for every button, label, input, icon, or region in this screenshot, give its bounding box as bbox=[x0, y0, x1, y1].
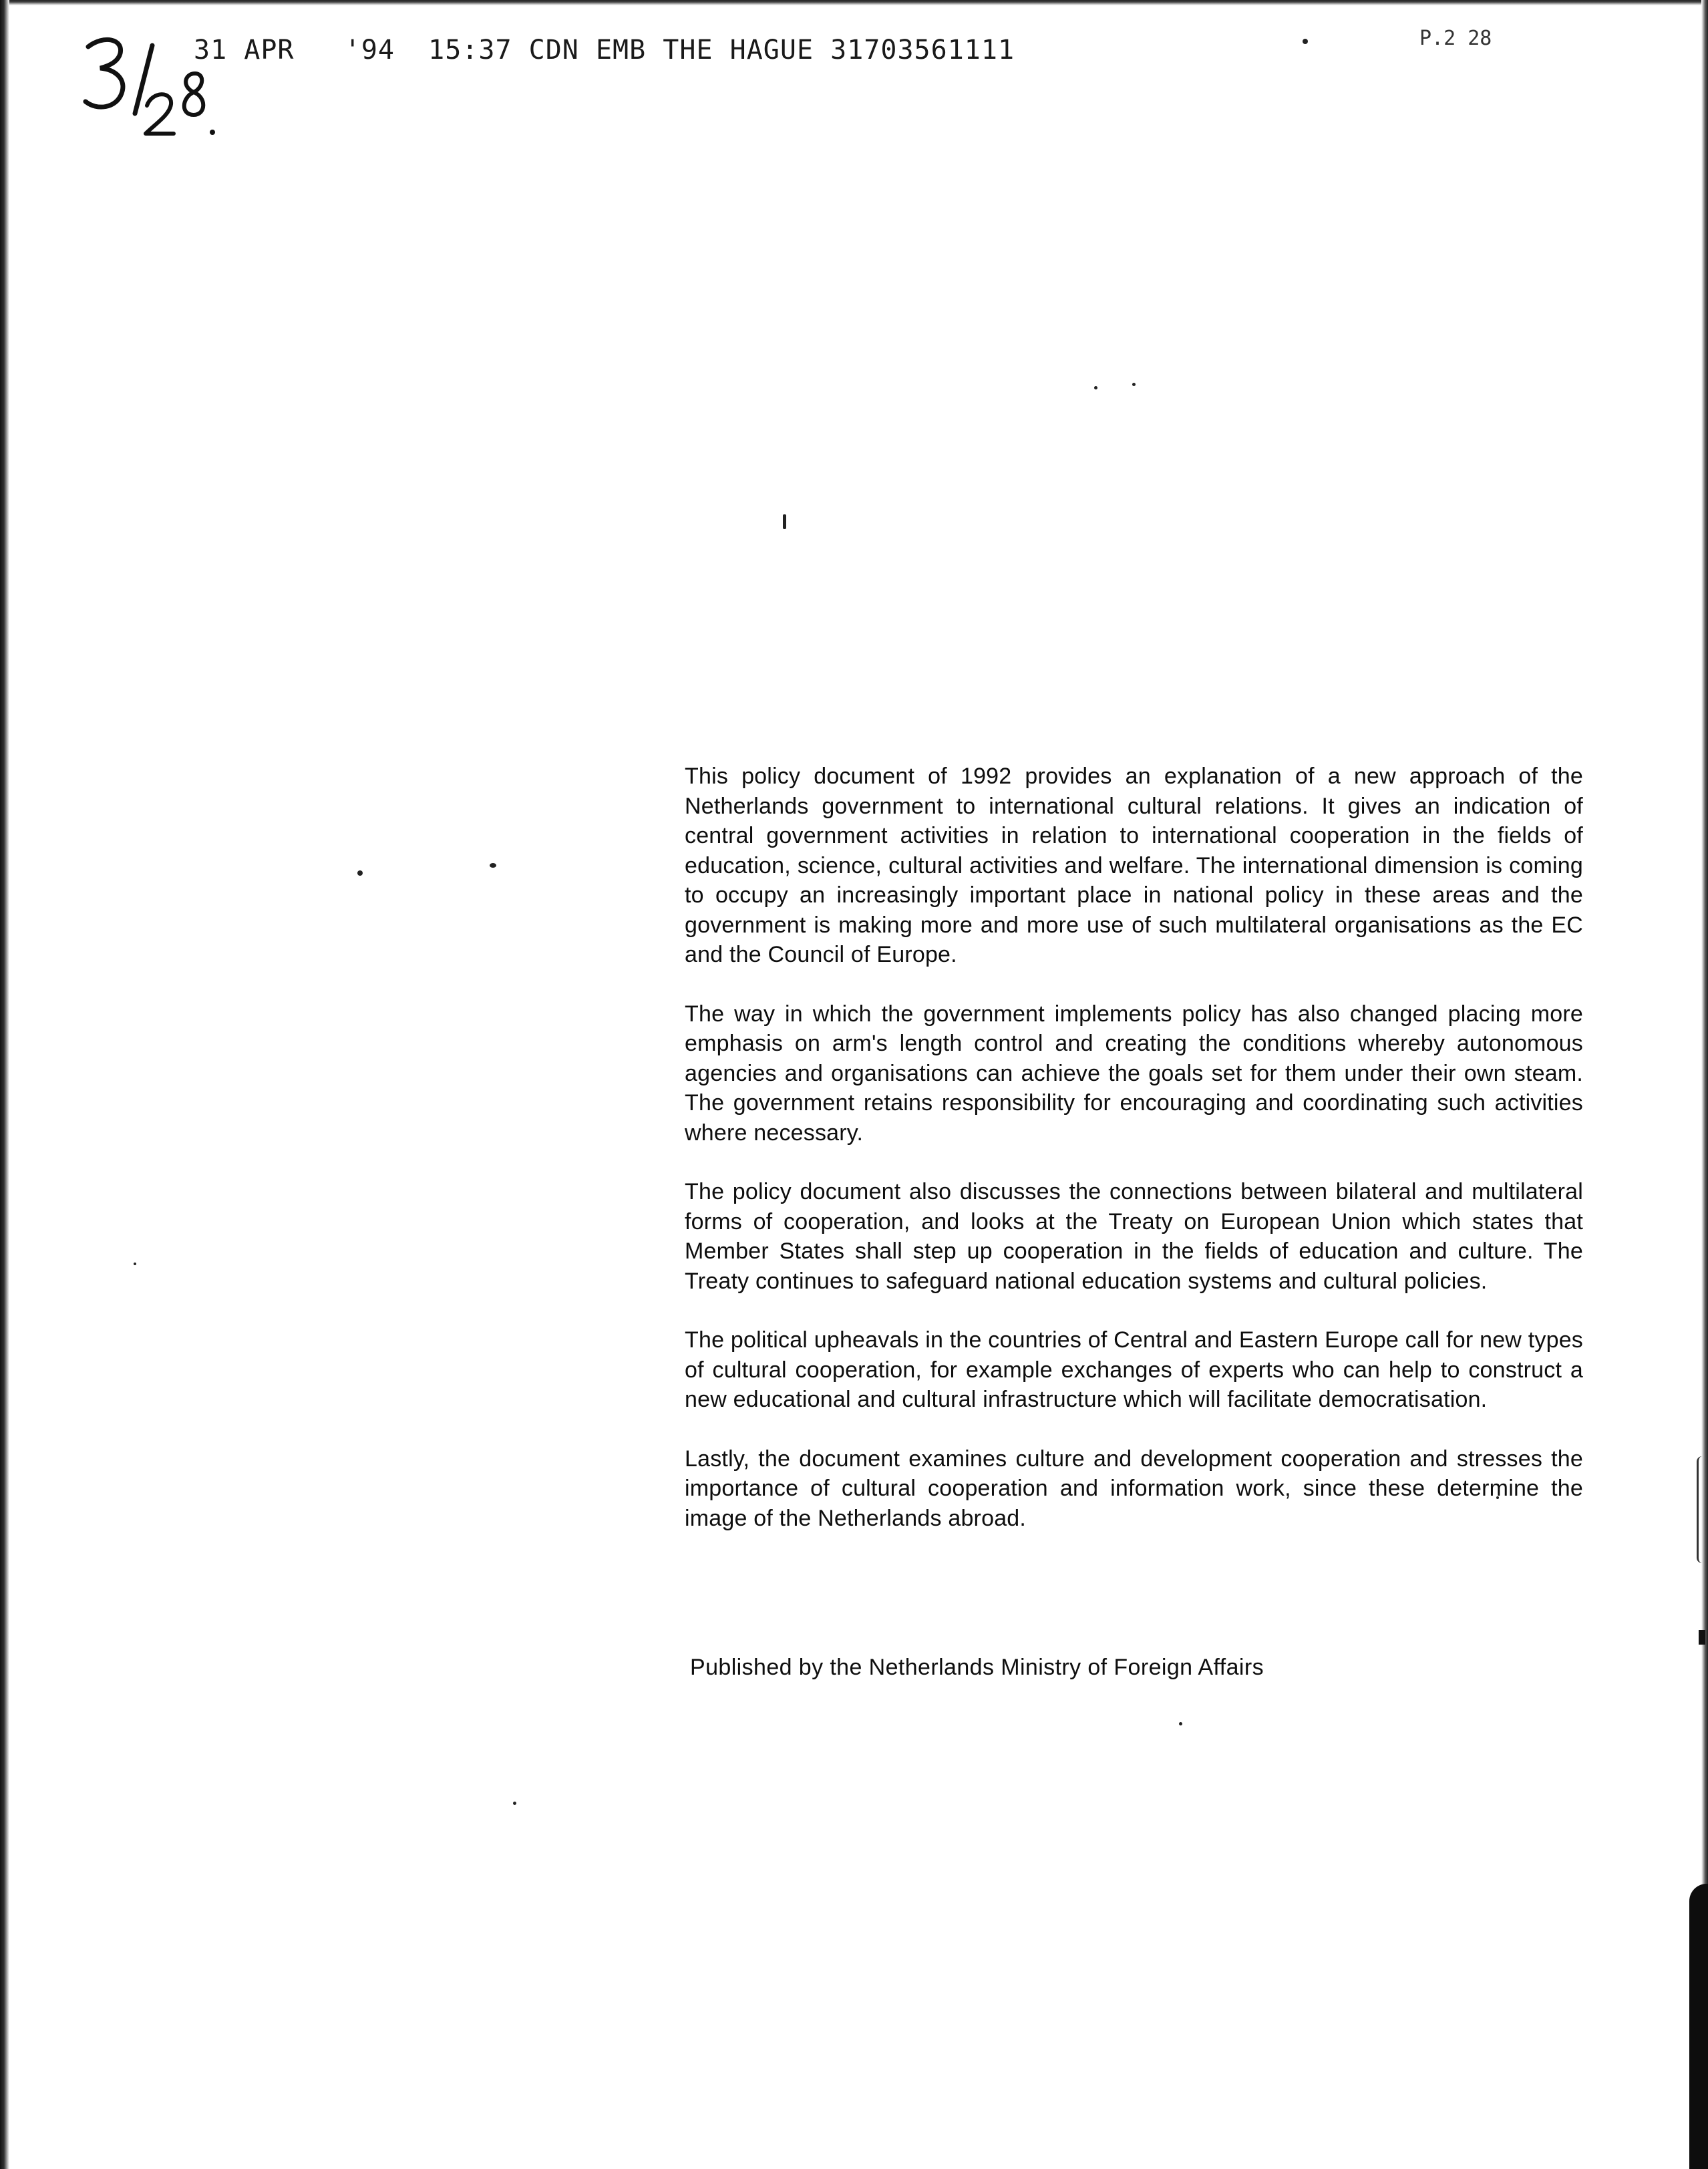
scan-edge-right bbox=[1701, 0, 1708, 2169]
scan-speck bbox=[357, 870, 363, 876]
scan-edge-notch bbox=[1697, 1456, 1704, 1563]
fax-transmission-header: 31 APR '94 15:37 CDN EMB THE HAGUE 31703561111 bbox=[194, 35, 1015, 65]
paragraph: This policy document of 1992 provides an explanation of a new approach of the Netherlands government to international cultural relations. It gives an indication of central government activities in relation to international cooperation in the fields of education, science, cultural activities and welfare. The international dimension is coming to occupy an increasingly important place in national policy in these areas and the government is making more and more use of such multilateral organisations as the EC and the Council of Europe. bbox=[685, 764, 1583, 967]
scan-speck bbox=[1094, 386, 1097, 389]
scan-speck bbox=[1303, 39, 1308, 44]
scan-edge-dark-mark bbox=[1689, 1884, 1708, 2169]
publisher-line: Published by the Netherlands Ministry of Foreign Affairs bbox=[690, 1655, 1264, 1680]
paragraph: The policy document also discusses the connections between bilateral and multilateral forms of cooperation, and looks at the Treaty on European Union which states that Member States shall step up cooperation in the fields of education and culture. The Treaty continues to safeguard national education systems and cultural policies. bbox=[685, 1179, 1583, 1294]
paragraph: The political upheavals in the countries of Central and Eastern Europe call for new types of cultural cooperation, for example exchanges of experts who can help to construct a new educational and cultural infrastructure which will facilitate democratisation. bbox=[685, 1327, 1583, 1412]
scan-artifact-mark bbox=[1699, 1630, 1705, 1645]
scan-edge-top bbox=[0, 0, 1708, 5]
scan-speck bbox=[1132, 383, 1136, 386]
scan-edge-left bbox=[0, 0, 9, 2169]
fax-page-marker: P.2 28 bbox=[1419, 27, 1492, 50]
policy-summary-text bbox=[685, 762, 1583, 1562]
scan-speck bbox=[134, 1263, 136, 1265]
scan-speck bbox=[513, 1802, 516, 1805]
scan-speck bbox=[490, 863, 496, 868]
paragraph: The way in which the government implements policy has also changed placing more emphasis on arm's length control and creating the conditions whereby autonomous agencies and organisations can achieve the goals set for them under their own steam. The government retains responsibility for encouraging and coordinating such activities where necessary. bbox=[685, 1001, 1583, 1146]
scan-speck bbox=[1179, 1722, 1182, 1725]
paragraph: Lastly, the document examines culture and development cooperation and stresses the importance of cultural cooperation and information work, since these determine the image of the Netherlands abroad. bbox=[685, 1446, 1583, 1531]
scan-speck bbox=[783, 514, 786, 529]
